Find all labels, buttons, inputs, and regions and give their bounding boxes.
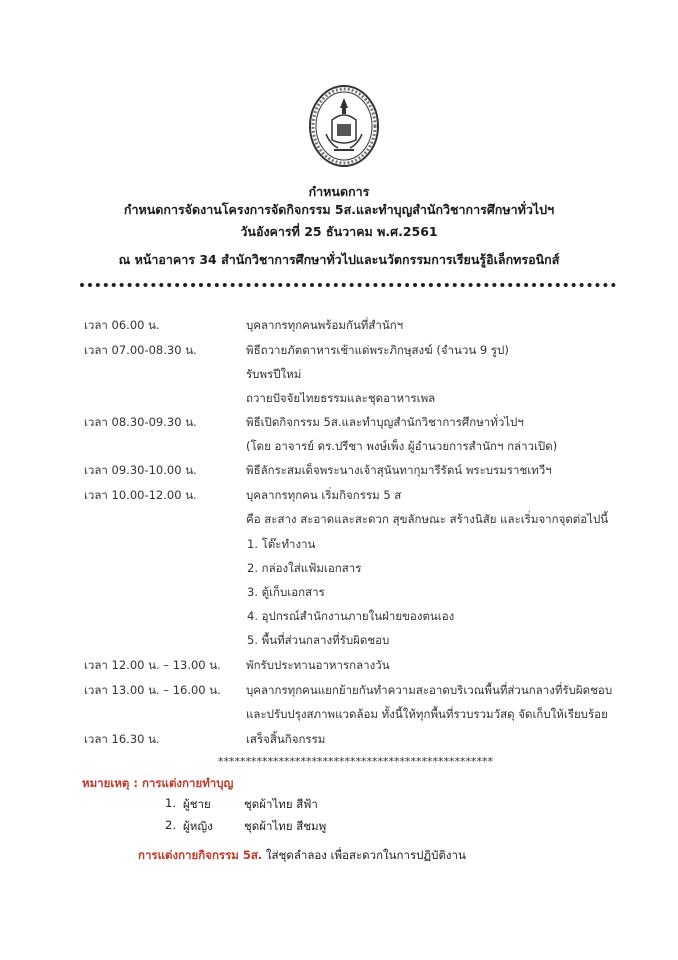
schedule-row bbox=[0, 436, 678, 456]
header-date: วันอังคารที่ 25 ธันวาคม พ.ศ.2561 bbox=[240, 224, 438, 239]
university-logo bbox=[308, 84, 380, 168]
schedule-time: เวลา 13.00 น. – 16.00 น. bbox=[84, 683, 221, 697]
schedule-activity: และปรับปรุงสภาพแวดล้อม ทั้งนี้ให้ทุกพื้นที่รวบรวมวัสดุ จัดเก็บให้เรียบร้อย bbox=[246, 707, 608, 721]
schedule-row bbox=[0, 412, 678, 432]
schedule-time: เวลา 16.30 น. bbox=[84, 732, 160, 746]
closing-text: ใส่ชุดลำลอง เพื่อสะดวกในการปฏิบัติงาน bbox=[262, 848, 466, 862]
list-item-text: 2. กล่องใส่แฟ้มเอกสาร bbox=[247, 561, 362, 575]
schedule-activity: บุคลากรทุกคนพร้อมกันที่สำนักฯ bbox=[246, 318, 404, 332]
schedule-time: เวลา 08.30-09.30 น. bbox=[84, 415, 197, 429]
list-item-text: 1. โต๊ะทำงาน bbox=[247, 537, 316, 551]
dress-number: 2. bbox=[165, 818, 176, 832]
list-item bbox=[0, 534, 678, 554]
closing-label: การแต่งกายกิจกรรม 5ส. bbox=[138, 848, 263, 862]
header-project: กำหนดการจัดงานโครงการจัดกิจกรรม 5ส.และทำบุญสำนักวิชาการศึกษาทั่วไปฯ bbox=[123, 202, 555, 217]
list-item bbox=[0, 606, 678, 626]
star-separator: ************************************************** bbox=[218, 755, 493, 768]
schedule-activity: พิธีลักระสมเด็จพระนางเจ้าสุนันทากุมารีรัตน์ พระบรมราชเทวีฯ bbox=[246, 463, 552, 477]
list-item bbox=[0, 582, 678, 602]
schedule-time: เวลา 09.30-10.00 น. bbox=[84, 463, 197, 477]
schedule-activity: เสร็จสิ้นกิจกรรม bbox=[246, 732, 326, 746]
schedule-activity: พิธีถวายภัตตาหารเช้าแด่พระภิกษุสงฆ์ (จำนวน 9 รูป) bbox=[246, 343, 509, 357]
schedule-row bbox=[0, 364, 678, 384]
schedule-time: เวลา 06.00 น. bbox=[84, 318, 160, 332]
dress-who: ผู้หญิง bbox=[183, 819, 213, 833]
schedule-activity: รับพรปีใหม่ bbox=[246, 367, 302, 381]
dress-what: ชุดผ้าไทย สีชมพู bbox=[244, 819, 327, 833]
list-item bbox=[0, 630, 678, 650]
schedule-row bbox=[0, 680, 678, 700]
remark-title: หมายเหตุ : การแต่งกายทำบุญ bbox=[82, 776, 234, 790]
list-item bbox=[0, 558, 678, 578]
header-venue: ณ หน้าอาคาร 34 สำนักวิชาการศึกษาทั่วไปและนวัตกรรมการเรียนรู้อิเล็กทรอนิกส์ bbox=[118, 252, 560, 267]
schedule-row bbox=[0, 729, 678, 749]
schedule-row bbox=[0, 655, 678, 675]
closing-note bbox=[138, 847, 466, 865]
schedule-row bbox=[0, 388, 678, 408]
schedule-activity: คือ สะสาง สะอาดและสะดวก สุขลักษณะ สร้างนิสัย และเริ่มจากจุดต่อไปนี้ bbox=[246, 512, 609, 526]
schedule-row bbox=[0, 509, 678, 529]
schedule-activity: (โดย อาจารย์ ดร.ปรีชา พงษ์เพ็ง ผู้อำนวยการสำนักฯ กล่าวเปิด) bbox=[246, 439, 558, 453]
list-item-text: 5. พื้นที่ส่วนกลางที่รับผิดชอบ bbox=[247, 633, 390, 647]
schedule-activity: บุคลากรทุกคนแยกย้ายกันทำความสะอาดบริเวณพื้นที่ส่วนกลางที่รับผิดชอบ bbox=[246, 683, 613, 697]
schedule-row bbox=[0, 340, 678, 360]
schedule-row bbox=[0, 315, 678, 335]
schedule-row bbox=[0, 485, 678, 505]
dress-who: ผู้ชาย bbox=[183, 797, 211, 811]
schedule-activity: พิธีเปิดกิจกรรม 5ส.และทำบุญสำนักวิชาการศึกษาทั่วไปฯ bbox=[246, 415, 524, 429]
schedule-time: เวลา 10.00-12.00 น. bbox=[84, 488, 197, 502]
schedule-time: เวลา 12.00 น. – 13.00 น. bbox=[84, 658, 221, 672]
header-title: กำหนดการ bbox=[308, 184, 370, 199]
schedule-row bbox=[0, 460, 678, 480]
schedule-activity: บุคลากรทุกคน เริ่มกิจกรรม 5 ส bbox=[246, 488, 402, 502]
schedule-time: เวลา 07.00-08.30 น. bbox=[84, 343, 197, 357]
dress-what: ชุดผ้าไทย สีฟ้า bbox=[244, 797, 318, 811]
list-item-text: 4. อุปกรณ์สำนักงานภายในฝ่ายของตนเอง bbox=[247, 609, 455, 623]
dotted-divider bbox=[80, 283, 616, 287]
schedule-activity: พักรับประทานอาหารกลางวัน bbox=[246, 658, 390, 672]
schedule-row bbox=[0, 704, 678, 724]
schedule-activity: ถวายปัจจัยไทยธรรมและชุดอาหารเพล bbox=[246, 391, 436, 405]
dress-number: 1. bbox=[165, 796, 176, 810]
list-item-text: 3. ตู้เก็บเอกสาร bbox=[247, 585, 325, 599]
